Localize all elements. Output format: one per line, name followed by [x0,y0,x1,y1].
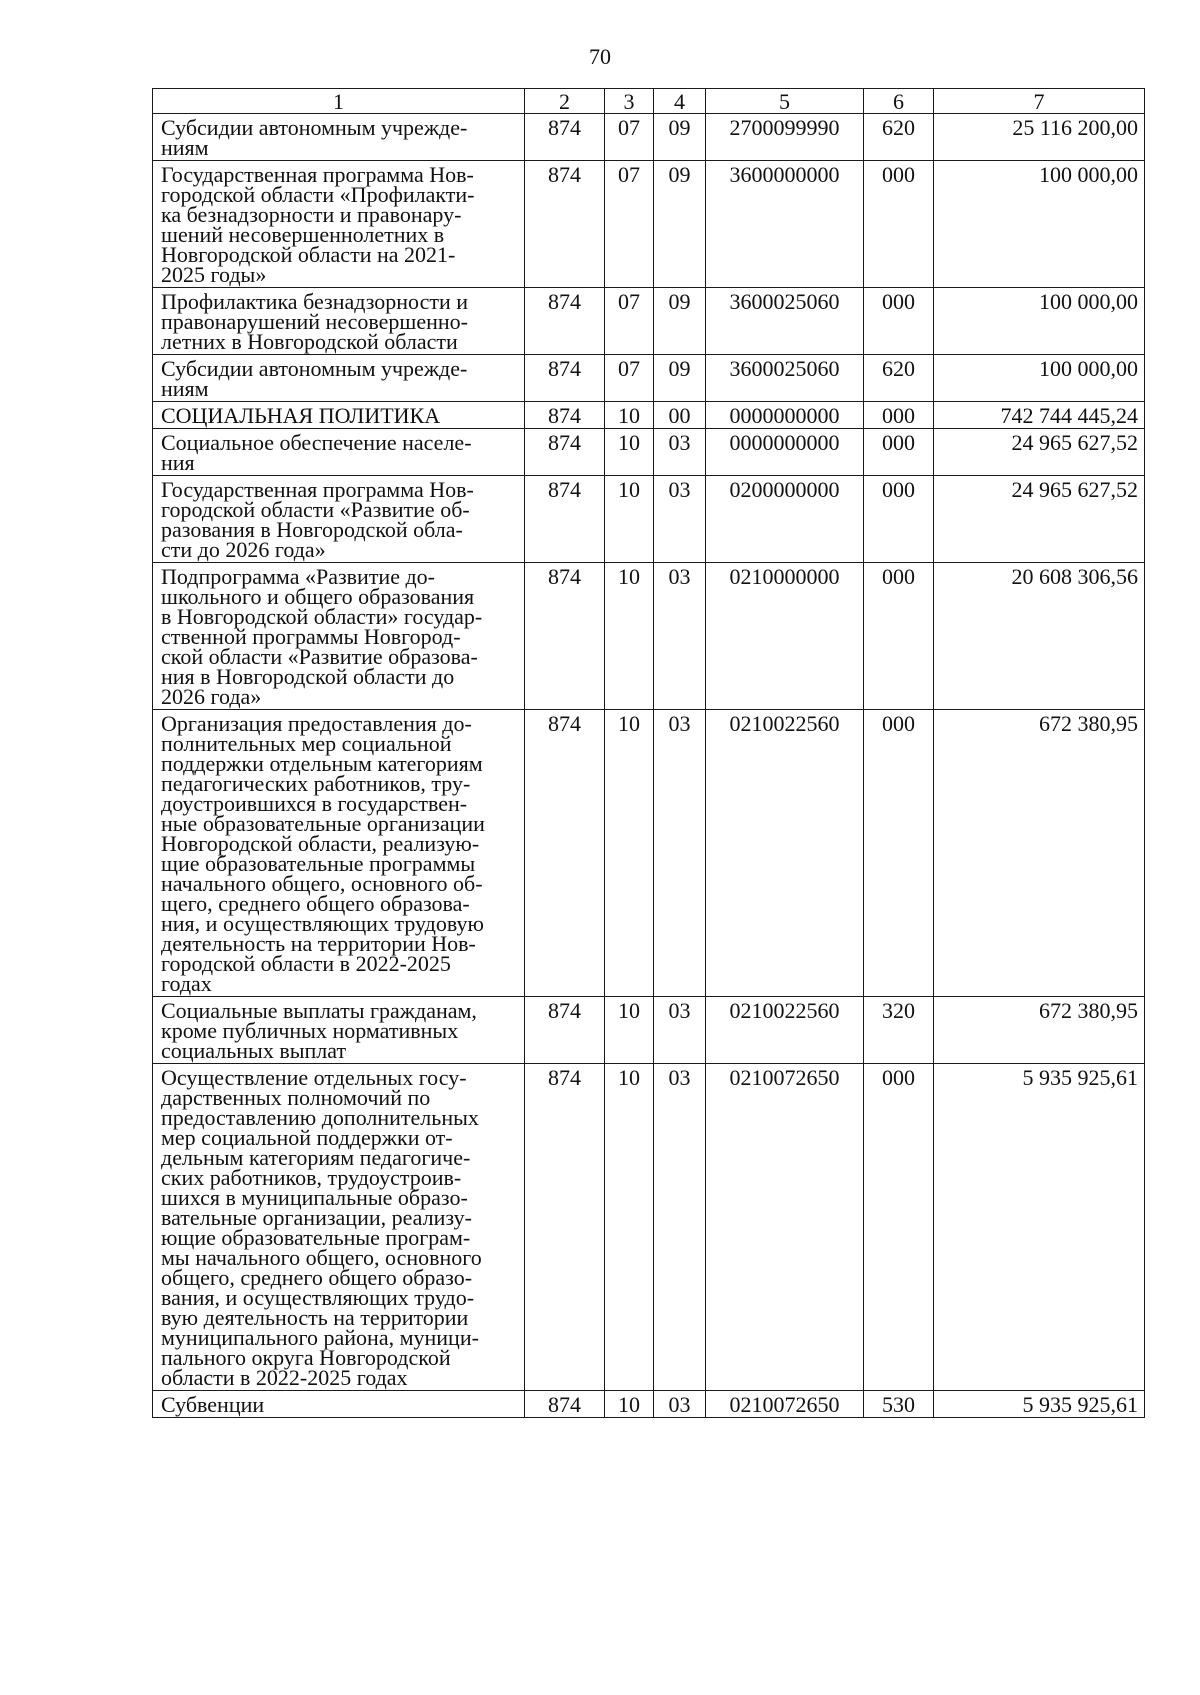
item-name: Социальное обеспечение населе- ния [153,429,525,476]
item-name: Подпрограмма «Развитие до- школьного и общего образования в Новгородской области» государ- ственной программы Новгород- ской области «Развитие образова- ния в Новгородской области до 2026 года» [153,563,525,710]
amount: 24 965 627,52 [934,429,1145,476]
item-name: Государственная программа Нов- городской области «Развитие об- разования в Новгородской обла- сти до 2026 года» [153,476,525,563]
expense-type-code: 530 [864,1391,934,1418]
admin-code: 874 [525,114,605,161]
amount: 672 380,95 [934,710,1145,997]
admin-code: 874 [525,161,605,288]
table-row [153,710,1145,997]
target-article-code: 0000000000 [706,429,864,476]
admin-code: 874 [525,355,605,402]
table-row [153,563,1145,710]
admin-code: 874 [525,429,605,476]
expense-type-code: 000 [864,402,934,429]
table-row [153,355,1145,402]
subsection-code: 03 [654,476,706,563]
admin-code: 874 [525,997,605,1064]
amount: 5 935 925,61 [934,1064,1145,1391]
table-row [153,429,1145,476]
table-row [153,402,1145,429]
header-row [153,89,1145,114]
target-article-code: 0210072650 [706,1391,864,1418]
item-name: Профилактика безнадзорности и правонарушений несовершенно- летних в Новгородской области [153,288,525,355]
subsection-code: 03 [654,997,706,1064]
expense-type-code: 000 [864,476,934,563]
table-row [153,161,1145,288]
subsection-code: 03 [654,710,706,997]
amount: 20 608 306,56 [934,563,1145,710]
amount: 742 744 445,24 [934,402,1145,429]
header-col-1: 1 [153,89,525,114]
header-col-3: 3 [605,89,654,114]
expense-type-code: 000 [864,563,934,710]
subsection-code: 03 [654,1064,706,1391]
amount: 5 935 925,61 [934,1391,1145,1418]
subsection-code: 00 [654,402,706,429]
table-row [153,114,1145,161]
expense-type-code: 320 [864,997,934,1064]
item-name: Государственная программа Нов- городской области «Профилакти- ка безнадзорности и правонару- шений несовершеннолетних в Новгородской области на 2021- 2025 годы» [153,161,525,288]
item-name: Субсидии автономным учрежде- ниям [153,114,525,161]
header-col-4: 4 [654,89,706,114]
expense-type-code: 620 [864,355,934,402]
table-row [153,476,1145,563]
subsection-code: 03 [654,1391,706,1418]
page-number: 70 [589,44,611,69]
target-article-code: 0210022560 [706,997,864,1064]
amount: 100 000,00 [934,288,1145,355]
subsection-code: 09 [654,355,706,402]
section-code: 10 [605,429,654,476]
expense-type-code: 000 [864,161,934,288]
admin-code: 874 [525,402,605,429]
item-name: Организация предоставления до- полнительных мер социальной поддержки отдельным категориям педагогических работников, тру- доустроившихся в государствен- ные образовательные организации Новгородской области, реализую- щие образовательные программы начального общего, основного об- щего, среднего общего образова- ния, и осуществляющих трудовую деятельность на территории Нов- городской области в 2022-2025 годах [153,710,525,997]
section-code: 10 [605,710,654,997]
item-name: СОЦИАЛЬНАЯ ПОЛИТИКА [153,402,525,429]
target-article-code: 2700099990 [706,114,864,161]
section-code: 07 [605,288,654,355]
item-name: Социальные выплаты гражданам, кроме публичных нормативных социальных выплат [153,997,525,1064]
subsection-code: 03 [654,429,706,476]
table-row [153,997,1145,1064]
item-name: Субсидии автономным учрежде- ниям [153,355,525,402]
header-col-5: 5 [706,89,864,114]
subsection-code: 03 [654,563,706,710]
header-col-6: 6 [864,89,934,114]
target-article-code: 0210022560 [706,710,864,997]
amount: 25 116 200,00 [934,114,1145,161]
table-row [153,1391,1145,1418]
section-code: 10 [605,1064,654,1391]
expense-type-code: 620 [864,114,934,161]
amount: 100 000,00 [934,161,1145,288]
target-article-code: 0000000000 [706,402,864,429]
target-article-code: 3600025060 [706,288,864,355]
section-code: 07 [605,161,654,288]
item-name: Осуществление отдельных госу- дарственных полномочий по предоставлению дополнительных мер социальной поддержки от- дельным категориям педагогиче- ских работников, трудоустроив- шихся в муниципальные образо- вательные организации, реализу- ющие образовательные програм- мы начального общего, основного общего, среднего общего образо- вания, и осуществляющих трудо- вую деятельность на территории муниципального района, муници- пального округа Новгородской области в 2022-2025 годах [153,1064,525,1391]
admin-code: 874 [525,1064,605,1391]
subsection-code: 09 [654,161,706,288]
subsection-code: 09 [654,114,706,161]
admin-code: 874 [525,288,605,355]
amount: 24 965 627,52 [934,476,1145,563]
section-code: 10 [605,563,654,710]
section-code: 10 [605,402,654,429]
admin-code: 874 [525,710,605,997]
item-name: Субвенции [153,1391,525,1418]
table-row [153,1064,1145,1391]
admin-code: 874 [525,1391,605,1418]
header-col-7: 7 [934,89,1145,114]
expense-type-code: 000 [864,1064,934,1391]
section-code: 07 [605,355,654,402]
section-code: 07 [605,114,654,161]
admin-code: 874 [525,563,605,710]
target-article-code: 3600000000 [706,161,864,288]
budget-table [152,88,1145,1418]
amount: 672 380,95 [934,997,1145,1064]
header-col-2: 2 [525,89,605,114]
target-article-code: 0200000000 [706,476,864,563]
expense-type-code: 000 [864,429,934,476]
target-article-code: 3600025060 [706,355,864,402]
section-code: 10 [605,997,654,1064]
target-article-code: 0210000000 [706,563,864,710]
amount: 100 000,00 [934,355,1145,402]
section-code: 10 [605,476,654,563]
expense-type-code: 000 [864,710,934,997]
expense-type-code: 000 [864,288,934,355]
table-row [153,288,1145,355]
target-article-code: 0210072650 [706,1064,864,1391]
subsection-code: 09 [654,288,706,355]
section-code: 10 [605,1391,654,1418]
admin-code: 874 [525,476,605,563]
